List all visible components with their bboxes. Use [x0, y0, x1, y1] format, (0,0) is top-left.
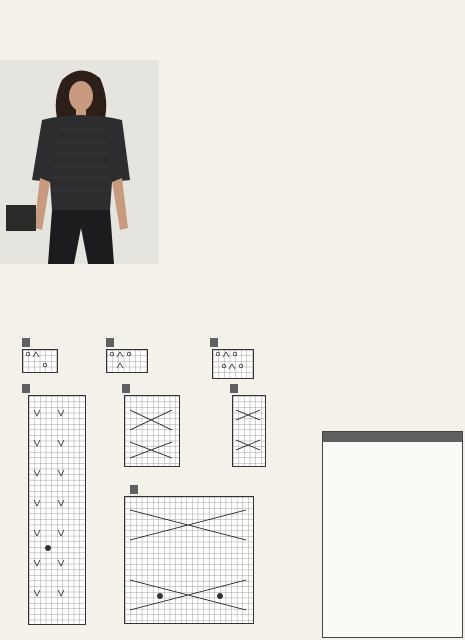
legend-title	[323, 432, 462, 442]
decrease-symbol	[33, 352, 39, 357]
yarn-over-symbol	[233, 352, 237, 356]
yarn-over-symbol	[216, 352, 220, 356]
cable-cross-symbol	[130, 580, 246, 610]
yarn-over-symbol	[26, 352, 30, 356]
bobble-symbol	[157, 593, 163, 599]
fancy-pattern-marks	[34, 410, 64, 596]
bobble-symbol	[45, 545, 51, 551]
decrease-symbol	[117, 363, 123, 368]
cable-cross-symbol	[236, 410, 260, 420]
legend-box	[322, 431, 463, 638]
yarn-over-symbol	[222, 364, 226, 368]
yarn-over-symbol	[110, 352, 114, 356]
cable-cross-symbol	[130, 510, 246, 540]
bobble-symbol	[217, 593, 223, 599]
yarn-over-symbol	[127, 352, 131, 356]
decrease-symbol	[223, 352, 229, 357]
cable-cross-symbol	[236, 440, 260, 450]
yarn-over-symbol	[239, 364, 243, 368]
decrease-symbol	[229, 364, 235, 369]
decrease-symbol	[117, 352, 123, 357]
cable-cross-symbol	[130, 410, 172, 430]
cable-cross-symbol	[130, 442, 172, 458]
yarn-over-symbol	[43, 363, 47, 367]
